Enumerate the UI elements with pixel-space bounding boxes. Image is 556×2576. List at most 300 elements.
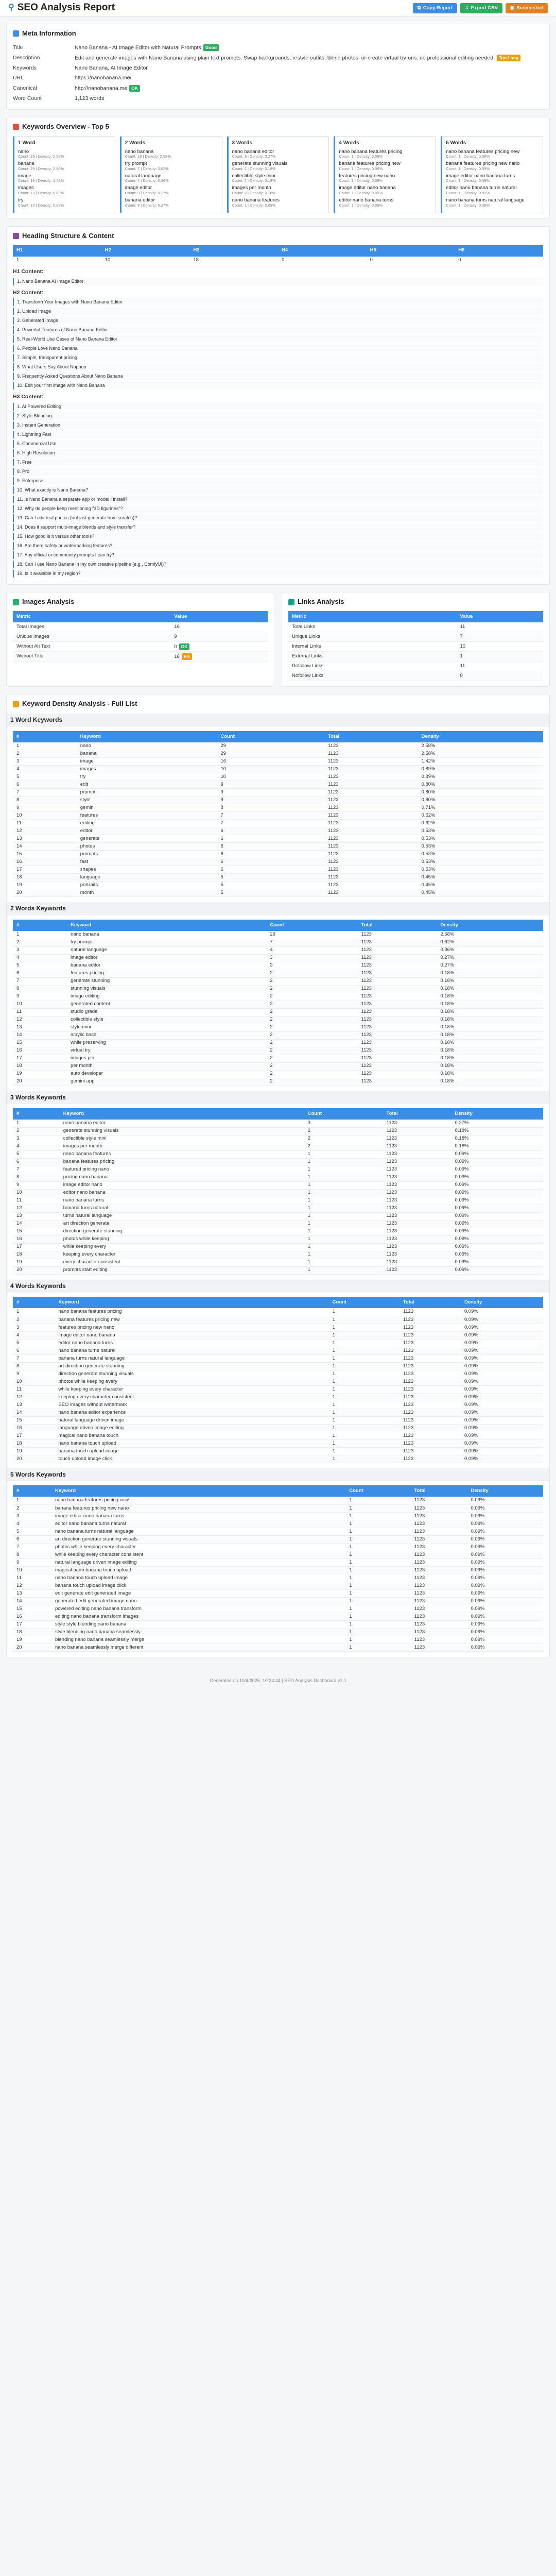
table-cell: 1123 <box>357 1016 437 1024</box>
links-section-title: Links Analysis <box>288 598 543 606</box>
keyword-overview-item <box>125 197 218 208</box>
table-cell: 9 <box>217 781 324 789</box>
table-cell: 1 <box>345 1551 410 1558</box>
table-cell: 1 <box>304 1197 383 1205</box>
metric-value-text: 16 <box>174 624 180 630</box>
keyword-stats: Count: 1 | Density: 0.09% <box>339 166 383 171</box>
table-cell: language driven image editing <box>55 1424 328 1432</box>
table-cell: 0.09% <box>467 1597 544 1605</box>
table-cell: 20 <box>13 1266 60 1274</box>
copy-report-button[interactable]: ⧉ Copy Report <box>413 3 457 13</box>
table-cell: 14 <box>13 1597 51 1605</box>
links-metric-header: Metric <box>288 611 457 622</box>
table-row <box>13 1605 543 1613</box>
table-cell: 1123 <box>383 1143 451 1150</box>
metric-value <box>170 642 268 652</box>
density-column-header: Keyword <box>60 1108 304 1120</box>
table-cell: banana touch upload image click <box>51 1582 345 1589</box>
table-cell: 0.89% <box>418 766 543 773</box>
table-cell: edit <box>77 781 217 789</box>
table-cell: magical nano banana touch upload <box>51 1566 345 1574</box>
table-cell: 1 <box>304 1174 383 1181</box>
table-cell: prompts start editing <box>60 1266 304 1274</box>
table-cell: 15 <box>13 1039 67 1047</box>
keyword-stats: Count: 2 | Density: 0.18% <box>232 166 276 171</box>
meta-section-title: Meta Information <box>13 29 543 38</box>
table-row <box>13 820 543 827</box>
heading-item: 2. Style Blending <box>13 412 543 420</box>
metric-row <box>288 632 543 642</box>
table-row <box>13 1135 543 1143</box>
table-cell: 19 <box>13 1259 60 1266</box>
table-cell: 1123 <box>383 1220 451 1228</box>
metric-row <box>13 632 268 642</box>
table-cell: editor nano banana turns <box>55 1339 328 1347</box>
heading-level-header: H5 <box>367 245 455 257</box>
table-cell: 8 <box>13 796 77 804</box>
keyword-overview-item <box>232 161 325 171</box>
table-cell: 0.53% <box>418 851 543 858</box>
density-column-header: Keyword <box>51 1485 345 1497</box>
table-cell: 1123 <box>411 1543 467 1551</box>
table-cell: per month <box>67 1062 266 1070</box>
table-cell: 1123 <box>324 758 418 766</box>
table-row <box>13 1362 543 1370</box>
meta-value <box>75 65 543 72</box>
table-cell: 0.09% <box>467 1620 544 1628</box>
table-cell: 1123 <box>399 1432 461 1439</box>
meta-value-text: http://nanobanana.me <box>75 85 128 92</box>
keyword-name: nano banana turns natural language <box>446 197 525 204</box>
table-cell: 1123 <box>357 1024 437 1031</box>
images-value-header: Value <box>170 611 268 622</box>
table-cell: 1 <box>345 1535 410 1543</box>
heading-item: 7. Simple, transparent pricing <box>13 354 543 362</box>
table-cell: 1 <box>329 1316 399 1324</box>
density-column-header: Density <box>467 1485 544 1497</box>
heading-item: 6. High Resolution <box>13 449 543 457</box>
keyword-overview-item <box>446 173 539 183</box>
heading-item: 10. What exactly is Nano Banana? <box>13 486 543 494</box>
table-cell: 0.09% <box>461 1424 543 1432</box>
table-cell: 1123 <box>357 962 437 970</box>
table-cell: editing nano banana transform images <box>51 1613 345 1620</box>
table-cell: 2 <box>13 750 77 758</box>
status-badge: Too Long <box>497 55 520 61</box>
keyword-stats: Count: 3 | Density: 0.27% <box>232 154 276 159</box>
table-cell: 1123 <box>399 1447 461 1455</box>
links-table-body <box>288 622 543 681</box>
keyword-stats: Count: 2 | Density: 0.18% <box>232 190 276 195</box>
density-column-header: Count <box>266 920 357 931</box>
table-row <box>13 827 543 835</box>
table-cell: 16 <box>13 1613 51 1620</box>
heading-count-row <box>13 257 543 264</box>
table-cell: 8 <box>13 1174 60 1181</box>
table-cell: 1 <box>13 1308 55 1316</box>
table-cell: 0.09% <box>461 1347 543 1354</box>
table-cell: 1123 <box>383 1259 451 1266</box>
table-row <box>13 742 543 750</box>
table-row <box>13 1243 543 1251</box>
heading-item: 8. What Users Say About Nbphoo <box>13 363 543 371</box>
table-cell: 2 <box>266 993 357 1001</box>
table-cell: blending nano banana seamlessly merge <box>51 1636 345 1643</box>
metric-name: Total Links <box>288 622 457 632</box>
table-cell: 0.09% <box>451 1158 543 1166</box>
table-cell: 1123 <box>324 796 418 804</box>
heading-level-header: H1 <box>13 245 101 257</box>
table-cell: 0.53% <box>418 843 543 851</box>
table-cell: 2 <box>266 1062 357 1070</box>
table-cell: 0.09% <box>467 1605 544 1613</box>
heading-level-header: H2 <box>101 245 190 257</box>
table-cell: image editing <box>67 993 266 1001</box>
table-cell: 0.09% <box>461 1447 543 1455</box>
table-cell: 1 <box>304 1205 383 1212</box>
meta-label: Title <box>13 44 23 50</box>
table-cell: 0.09% <box>467 1574 544 1582</box>
keyword-column-title: 5 Words <box>446 140 466 146</box>
table-cell: stunning visuals <box>67 985 266 993</box>
table-cell: 1123 <box>399 1393 461 1401</box>
heading-item: 11. Is Nano Banana a separate app or model I install? <box>13 496 543 503</box>
status-badge: OK <box>129 85 140 92</box>
density-column-header: # <box>13 920 67 931</box>
table-row <box>13 1205 543 1212</box>
table-cell: 0.53% <box>418 827 543 835</box>
table-cell: 0.18% <box>437 985 543 993</box>
table-cell: natural language driven image <box>55 1416 328 1424</box>
table-cell: 0.09% <box>467 1543 544 1551</box>
table-cell: nano banana turns <box>60 1197 304 1205</box>
table-cell: 1123 <box>383 1228 451 1235</box>
density-column-header: Density <box>461 1297 543 1308</box>
table-cell: 0.09% <box>467 1535 544 1543</box>
table-cell: 1123 <box>357 977 437 985</box>
table-cell: 0.09% <box>461 1409 543 1416</box>
table-cell: 1123 <box>324 827 418 835</box>
metric-row <box>288 662 543 671</box>
table-cell: 12 <box>13 1393 55 1401</box>
table-cell: 2 <box>266 977 357 985</box>
keyword-name: banana editor <box>125 197 155 204</box>
table-cell: 1 <box>304 1251 383 1259</box>
table-cell: 7 <box>13 977 67 985</box>
table-cell: 0.09% <box>451 1181 543 1189</box>
table-cell: 16 <box>217 758 324 766</box>
metric-name: Unique Images <box>13 632 170 642</box>
table-cell: 0.09% <box>461 1455 543 1463</box>
heading-item: 18. Can I use Nano Banana in my own creative pipeline (e.g., ComfyUI)? <box>13 561 543 568</box>
heading-item: 15. How good is it versus other tools? <box>13 533 543 540</box>
table-cell: while preserving <box>67 1039 266 1047</box>
density-table <box>13 1485 543 1652</box>
heading-item: 1. AI Powered Editing <box>13 403 543 411</box>
table-cell: 0.09% <box>451 1205 543 1212</box>
table-cell: 10 <box>13 812 77 820</box>
table-cell: 12 <box>13 1582 51 1589</box>
table-cell: 1 <box>345 1497 410 1504</box>
table-row <box>13 1339 543 1347</box>
table-cell: 1123 <box>357 985 437 993</box>
keyword-overview-item <box>18 173 111 183</box>
table-row <box>13 1628 543 1636</box>
key-icon <box>13 124 19 130</box>
table-cell: 1 <box>304 1259 383 1266</box>
keyword-stats: Count: 1 | Density: 0.09% <box>446 178 490 183</box>
table-row <box>13 1220 543 1228</box>
table-cell: 0.09% <box>461 1308 543 1316</box>
table-cell: 1 <box>345 1504 410 1512</box>
table-cell: 14 <box>13 1220 60 1228</box>
table-cell: 0.09% <box>467 1628 544 1636</box>
table-cell: 4 <box>13 1143 60 1150</box>
keyword-stats: Count: 1 | Density: 0.09% <box>446 166 490 171</box>
table-cell: 0.09% <box>461 1385 543 1393</box>
table-cell: auto developer <box>67 1070 266 1078</box>
metric-value-text: 16 <box>174 653 180 659</box>
keyword-density-card <box>6 694 550 1657</box>
table-cell: 2 <box>13 939 67 946</box>
meta-row <box>13 43 543 53</box>
table-cell: 1 <box>345 1558 410 1566</box>
keyword-overview-item <box>339 173 432 183</box>
table-cell: 1123 <box>383 1235 451 1243</box>
report-title: ⚲ SEO Analysis Report <box>8 2 115 13</box>
table-row <box>13 993 543 1001</box>
table-cell: 0.09% <box>451 1189 543 1197</box>
table-cell: 1 <box>345 1620 410 1628</box>
table-cell: 0.18% <box>437 977 543 985</box>
keyword-stats: Count: 1 | Density: 0.09% <box>446 202 490 208</box>
table-cell: 20 <box>13 1643 51 1651</box>
density-column-header: # <box>13 1108 60 1120</box>
h2-content-label: H2 Content: <box>13 289 44 296</box>
table-cell: generate stunning <box>67 977 266 985</box>
table-cell: 1123 <box>411 1582 467 1589</box>
table-cell: 0.18% <box>451 1135 543 1143</box>
table-cell: 5 <box>13 962 67 970</box>
table-cell: 12 <box>13 1016 67 1024</box>
table-cell: 1 <box>345 1643 410 1651</box>
table-cell: 2 <box>304 1143 383 1150</box>
table-cell: shapes <box>77 866 217 874</box>
chart-icon <box>13 701 19 707</box>
density-column-header: Total <box>383 1108 451 1120</box>
table-cell: 5 <box>13 1528 51 1535</box>
metric-row <box>288 622 543 632</box>
table-cell: 1 <box>304 1158 383 1166</box>
metric-value <box>457 662 543 671</box>
table-cell: 0.80% <box>418 796 543 804</box>
table-cell: photos while keeping every <box>55 1378 328 1385</box>
keyword-column-title: 3 Words <box>232 140 252 146</box>
keywords-overview-grid <box>13 136 543 213</box>
metric-value <box>457 671 543 681</box>
meta-row <box>13 63 543 74</box>
table-row <box>13 1228 543 1235</box>
metric-row <box>13 642 268 652</box>
table-cell: 7 <box>217 820 324 827</box>
table-cell: 20 <box>13 1455 55 1463</box>
table-cell: 5 <box>217 882 324 889</box>
keyword-name: collectible style mini <box>232 173 275 179</box>
metric-value-text: 0 <box>460 673 463 679</box>
metric-value <box>170 652 268 662</box>
meta-value <box>75 75 543 82</box>
table-cell: 1 <box>345 1636 410 1643</box>
table-cell: 1123 <box>411 1566 467 1574</box>
metric-row <box>13 652 268 662</box>
keyword-overview-column <box>441 136 543 213</box>
table-cell: 1123 <box>357 1031 437 1039</box>
table-row <box>13 1024 543 1031</box>
table-cell: 17 <box>13 866 77 874</box>
table-row <box>13 1166 543 1174</box>
table-cell: 0.09% <box>451 1166 543 1174</box>
table-cell: 0.18% <box>437 1070 543 1078</box>
h1-content-list <box>13 278 543 285</box>
table-cell: 0.09% <box>451 1235 543 1243</box>
table-row <box>13 1432 543 1439</box>
table-row <box>13 946 543 954</box>
keyword-overview-column <box>227 136 329 213</box>
table-cell: 1123 <box>357 1047 437 1055</box>
metric-name: Dofollow Links <box>288 662 457 671</box>
images-section-title: Images Analysis <box>13 598 268 606</box>
table-cell: 11 <box>13 1197 60 1205</box>
meta-row <box>13 73 543 83</box>
table-row <box>13 1197 543 1205</box>
table-row <box>13 789 543 796</box>
table-row <box>13 1001 543 1008</box>
table-row <box>13 931 543 939</box>
table-cell: 3 <box>13 1512 51 1520</box>
table-cell: 1123 <box>324 835 418 843</box>
heading-item: 10. Edit your first image with Nano Banana <box>13 382 543 389</box>
keyword-stats: Count: 10 | Density: 0.89% <box>18 202 64 208</box>
table-row <box>13 1181 543 1189</box>
table-cell: portraits <box>77 882 217 889</box>
table-cell: images <box>77 766 217 773</box>
table-cell: 11 <box>13 1008 67 1016</box>
table-cell: nano banana touch upload image <box>51 1574 345 1582</box>
table-cell: 1 <box>304 1212 383 1220</box>
table-cell: 1 <box>329 1378 399 1385</box>
meta-label: Keywords <box>13 64 37 71</box>
screenshot-button[interactable]: ◉ Screenshot <box>506 3 548 13</box>
keyword-stats: Count: 3 | Density: 0.27% <box>125 190 169 195</box>
table-cell: 9 <box>13 993 67 1001</box>
keyword-name: nano banana editor <box>232 148 274 155</box>
table-cell: 1 <box>329 1370 399 1378</box>
table-cell: 1 <box>345 1566 410 1574</box>
table-row <box>13 1409 543 1416</box>
copy-icon: ⧉ <box>417 5 421 11</box>
table-cell: 3 <box>304 1120 383 1127</box>
table-cell: 10 <box>217 766 324 773</box>
table-cell: 1123 <box>324 773 418 781</box>
table-row <box>13 1574 543 1582</box>
table-cell: fast <box>77 858 217 866</box>
table-cell: 2 <box>266 970 357 977</box>
table-cell: 0.09% <box>467 1636 544 1643</box>
table-row <box>13 962 543 970</box>
table-cell: 6 <box>13 1347 55 1354</box>
table-cell: 1123 <box>357 1001 437 1008</box>
table-cell: 1123 <box>324 742 418 750</box>
metric-value <box>457 652 543 662</box>
table-cell: 1123 <box>399 1401 461 1409</box>
table-cell: 0.18% <box>437 1024 543 1031</box>
table-cell: 1 <box>329 1439 399 1447</box>
table-cell: generate <box>77 835 217 843</box>
table-cell: 1123 <box>399 1316 461 1324</box>
table-row <box>13 1150 543 1158</box>
table-cell: 1123 <box>324 843 418 851</box>
keyword-overview-item <box>125 173 218 183</box>
density-table <box>13 731 543 897</box>
table-cell: 8 <box>13 1551 51 1558</box>
table-cell: image <box>77 758 217 766</box>
density-table-title: 4 Words Keywords <box>7 1280 549 1293</box>
table-cell: 18 <box>13 1628 51 1636</box>
table-cell: 1123 <box>411 1512 467 1520</box>
table-cell: try <box>77 773 217 781</box>
table-cell: 1123 <box>357 1078 437 1086</box>
table-cell: 19 <box>13 882 77 889</box>
table-cell: 17 <box>13 1055 67 1062</box>
table-cell: 9 <box>13 1181 60 1189</box>
table-cell: gemini app <box>67 1078 266 1086</box>
table-cell: 1 <box>304 1228 383 1235</box>
table-cell: 1123 <box>411 1535 467 1543</box>
heading-level-count: 1 <box>13 257 101 264</box>
table-cell: 1 <box>345 1528 410 1535</box>
keyword-stats: Count: 1 | Density: 0.09% <box>232 202 276 208</box>
table-row <box>13 1047 543 1055</box>
table-cell: 1123 <box>357 1039 437 1047</box>
table-row <box>13 1636 543 1643</box>
export-csv-button[interactable]: ⇩ Export CSV <box>460 3 502 13</box>
table-cell: 8 <box>13 1362 55 1370</box>
table-cell: 0.18% <box>437 1047 543 1055</box>
table-cell: 0.36% <box>437 946 543 954</box>
table-cell: 1 <box>329 1362 399 1370</box>
table-row <box>13 1031 543 1039</box>
table-cell: 1123 <box>357 1055 437 1062</box>
table-cell: banana features pricing new nano <box>51 1504 345 1512</box>
table-row <box>13 1416 543 1424</box>
table-cell: 1123 <box>324 750 418 758</box>
table-cell: images per <box>67 1055 266 1062</box>
density-column-header: Count <box>217 731 324 742</box>
table-cell: 16 <box>13 1235 60 1243</box>
table-cell: 1 <box>329 1324 399 1331</box>
table-cell: 16 <box>13 1424 55 1432</box>
keyword-column-title: 4 Words <box>339 140 359 146</box>
table-cell: 17 <box>13 1432 55 1439</box>
meta-value <box>75 95 543 103</box>
heading-item: 12. Why do people keep mentioning "3D figurines"? <box>13 505 543 513</box>
keyword-name: banana <box>18 161 34 167</box>
table-cell: 4 <box>266 946 357 954</box>
table-cell: 0.53% <box>418 866 543 874</box>
metric-value-text: 1 <box>460 653 463 659</box>
table-cell: 18 <box>13 874 77 882</box>
table-cell: 1123 <box>411 1613 467 1620</box>
